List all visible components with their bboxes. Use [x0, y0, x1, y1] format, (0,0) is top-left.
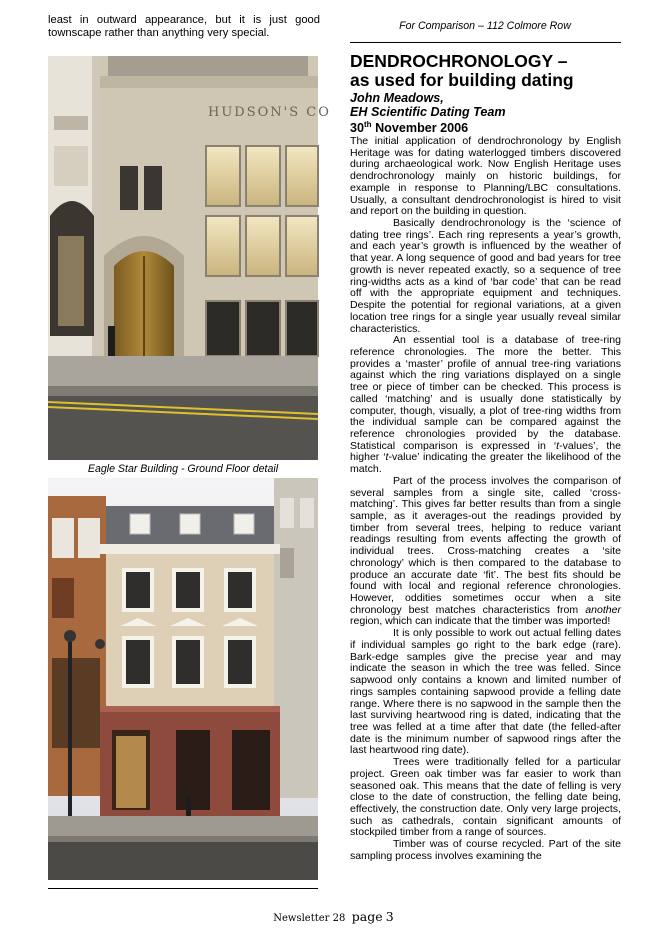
article-body	[350, 136, 621, 863]
building-sign: HUDSON'S CO	[208, 105, 331, 120]
footer-page-number: 3	[385, 909, 394, 924]
running-header: For Comparison – 112 Colmore Row	[399, 20, 571, 32]
photo-bottom-rule	[48, 888, 318, 889]
article-paragraph-4	[350, 476, 621, 628]
header-rule	[350, 42, 621, 43]
p3-part-c: -values’, the higher ‘	[350, 439, 621, 464]
eagle-star-photo-image	[48, 56, 331, 460]
date-day: 30	[350, 121, 365, 136]
article-title-line1: DENDROCHRONOLOGY –	[350, 51, 568, 71]
article-date	[350, 118, 622, 135]
p4-part-c: region, which can indicate that the timber was imported!	[350, 615, 611, 628]
article-paragraph-2: Basically dendrochronology is the ‘science of dating tree rings’. Each ring represents a year’s growth, and each year’s growth is influenced by the weather of that year. A long sequence of good and bad years for tree growth is never repeated exactly, so a sequence of tree ring-widths acts as a kind of ‘bar code’ that can be read off with the appropriate equipment and techniques. Despite the potential for regional variations, at a given location tree rings for a single year usually reveal similar characteristics.	[350, 217, 621, 335]
p3-part-a: An essential tool is a database of tree-ring reference chronologies. The more the better. This provides a ‘master’ profile of annual tree-ring variations against which the ring variations displayed on a single tree or piece of timber can be checked. This process is called ‘matching’ and is usually done statistically by computer, though, visually, a plot of tree-ring widths from the individual sample can be compared against the reference chronologies provided by the database. Statistical comparison is expressed in ‘	[350, 334, 621, 452]
article-paragraph-1: The initial application of dendrochronology by English Heritage was for dating waterlogged timbers discovered during archaeological work. Now English Heritage uses dendrochronology mainly on historic buildings, for example in response to Planning/LBC consultations. Usually, a consultant dendrochronologist is hired to visit and report on the building in question.	[350, 135, 621, 218]
p4-another-italic: another	[585, 603, 621, 616]
footer-newsletter: Newsletter 28	[273, 913, 346, 924]
article-title-line2: as used for building dating	[350, 70, 574, 90]
colmore-row-photo	[48, 478, 318, 880]
article-author	[350, 91, 622, 119]
p4-part-a: Part of the process involves the comparison of several samples from a single site, called ‘cross-matching’. This gives far better results than from a single sample, as it averages-out the readings provided by timber from several trees, helping to reduce variant readings resulting from events affecting the growth of individual trees. Cross-matching creates a ‘site chronology’ which is then compared to the database to produce an accurate date ‘fit’. The best fits should be found with local and regional reference chronologies. However, oddities sometimes occur when a site chronology best matches characteristics from	[350, 474, 621, 616]
article-paragraph-5: It is only possible to work out actual felling dates if individual samples go right to the bark edge (rare). Bark-edge samples give the precise year and may indicate the season in which the tree was felled. Since sapwood only contains a known and limited number of rings samples containing sapwood provide a felling date range. Where there is no sapwood in the sample then the last surviving heartwood ring is dated, indicating that the tree was felled at a time after that date (the felled-after date is the minimum number of sapwood rings after the last heartwood ring date).	[350, 627, 621, 757]
date-suffix: th	[364, 120, 372, 129]
article-paragraph-6: Trees were traditionally felled for a particular project. Green oak timber was far easier to work than seasoned oak. This means that the date of felling is very close to the date of construction, the felling date being, effectively, the construction date. Only very large projects, such as cathedrals, contain significant amounts of stockpiled timber from a range of sources.	[350, 756, 621, 839]
eagle-star-photo	[48, 56, 331, 460]
article-paragraph-7: Timber was of course recycled. Part of the site sampling process involves examining the	[350, 838, 621, 862]
p3-t-italic-2: t	[385, 451, 389, 464]
p3-part-e: -value’ indicating the greater the likelihood of the match.	[350, 451, 621, 476]
photo-caption: Eagle Star Building - Ground Floor detail	[87, 463, 279, 475]
p3-t-italic-1: t	[556, 439, 560, 452]
colmore-row-photo-image	[48, 478, 318, 880]
author-name: John Meadows,	[350, 91, 444, 105]
author-team: EH Scientific Dating Team	[350, 105, 506, 119]
article-paragraph-3	[350, 335, 621, 476]
intro-text: least in outward appearance, but it is just good townscape rather than anything very special.	[48, 14, 320, 39]
page-footer	[0, 909, 667, 924]
date-rest: November 2006	[371, 121, 469, 136]
footer-page-word: page	[351, 909, 383, 924]
article-title	[350, 52, 622, 90]
